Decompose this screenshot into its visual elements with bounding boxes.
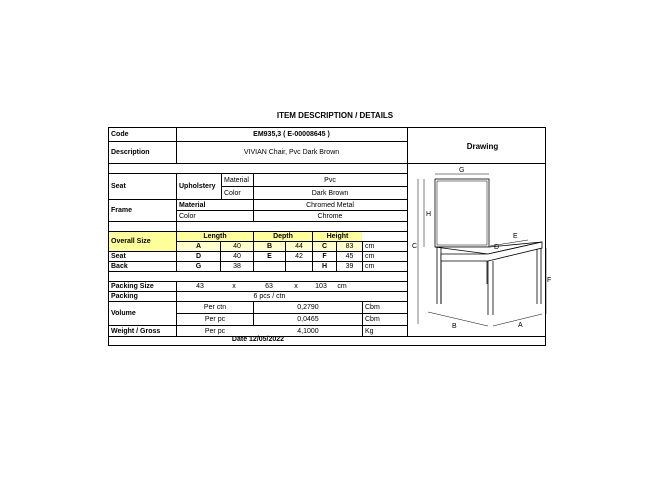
back-height-value: 39 xyxy=(345,263,354,270)
height-header: Height xyxy=(313,232,362,241)
overall-depth-value: 44 xyxy=(286,242,312,251)
document-title: ITEM DESCRIPTION / DETAILS xyxy=(276,111,394,120)
volume-per-pc-label: Per pc xyxy=(204,316,226,323)
seat-label: Seat xyxy=(111,183,126,190)
depth-header: Depth xyxy=(254,232,312,241)
seat-material-label: Material xyxy=(224,176,249,184)
overall-length-key: A xyxy=(177,242,220,251)
weight-value: 4,1000 xyxy=(297,327,319,335)
volume-per-ctn-label: Per ctn xyxy=(203,304,227,311)
frame-material-value: Chromed Metal xyxy=(306,201,354,209)
overall-unit: cm xyxy=(365,243,375,250)
drawing-label: Drawing xyxy=(466,142,499,151)
overall-depth-key: B xyxy=(254,242,285,251)
drawing-letter-g: G xyxy=(459,167,465,174)
seat-depth-key: E xyxy=(267,253,272,260)
volume-per-ctn-value: 0,2790 xyxy=(297,304,319,311)
volume-unit-pc: Cbm xyxy=(365,316,380,323)
frame-color-label: Color xyxy=(179,212,196,220)
packing-size-x2: x xyxy=(294,283,298,290)
weight-per-pc-label: Per pc xyxy=(204,327,226,335)
code-label: Code xyxy=(111,131,129,138)
seat-length-key: D xyxy=(195,253,202,260)
drawing-letter-f: F xyxy=(547,277,552,284)
document-date: Date 12/05/2022 xyxy=(231,336,285,343)
packing-size-label: Packing Size xyxy=(111,283,154,290)
length-header: Length xyxy=(177,232,253,241)
overall-size-label: Overall Size xyxy=(109,232,176,251)
drawing-letter-e: E xyxy=(513,233,518,240)
frame-label: Frame xyxy=(111,207,133,214)
back-height-key: H xyxy=(321,263,328,270)
drawing-letter-d: D xyxy=(494,244,500,251)
seat-color-value: Dark Brown xyxy=(311,189,349,197)
packing-size-a: 43 xyxy=(196,283,204,290)
packing-value: 6 pcs / ctn xyxy=(253,293,286,300)
volume-label: Volume xyxy=(111,310,136,317)
overall-height-key: C xyxy=(313,242,336,251)
frame-color-value: Chrome xyxy=(317,212,343,220)
description-label: Description xyxy=(111,149,150,156)
seat-depth-value: 42 xyxy=(295,253,303,260)
description-value: VIVIAN Chair, Pvc Dark Brown xyxy=(243,149,340,156)
seat-material-value: Pvc xyxy=(324,176,336,184)
drawing-letter-c: C xyxy=(412,243,418,250)
seat-unit: cm xyxy=(365,253,375,260)
code-value: EM935,3 ( E-00008645 ) xyxy=(253,131,330,138)
overall-length-value: 40 xyxy=(221,242,253,251)
volume-unit-ctn: Cbm xyxy=(365,304,380,311)
seat-upholstery-label: Upholstery xyxy=(179,183,216,190)
back-unit: cm xyxy=(365,263,375,270)
packing-label: Packing xyxy=(111,293,138,300)
packing-size-x1: x xyxy=(232,283,236,290)
weight-label: Weight / Gross xyxy=(111,327,161,335)
frame-material-label: Material xyxy=(179,201,206,209)
drawing-letter-h: H xyxy=(426,211,432,218)
back-length-value: 38 xyxy=(233,263,241,270)
packing-size-c: 103 xyxy=(315,283,327,290)
chair-drawing xyxy=(408,164,552,336)
drawing-letter-b: B xyxy=(452,323,457,330)
seat-dim-label: Seat xyxy=(111,253,126,260)
back-length-key: G xyxy=(195,263,202,270)
weight-unit: Kg xyxy=(365,327,374,335)
packing-size-unit: cm xyxy=(337,283,347,290)
drawing-letter-a: A xyxy=(518,322,523,329)
seat-height-value: 45 xyxy=(345,253,354,260)
overall-height-value: 83 xyxy=(337,242,362,251)
back-dim-label: Back xyxy=(111,263,128,270)
seat-color-label: Color xyxy=(224,189,241,197)
packing-size-b: 63 xyxy=(265,283,273,290)
seat-length-value: 40 xyxy=(233,253,241,260)
seat-height-key: F xyxy=(322,253,327,260)
volume-per-pc-value: 0,0465 xyxy=(297,316,319,323)
